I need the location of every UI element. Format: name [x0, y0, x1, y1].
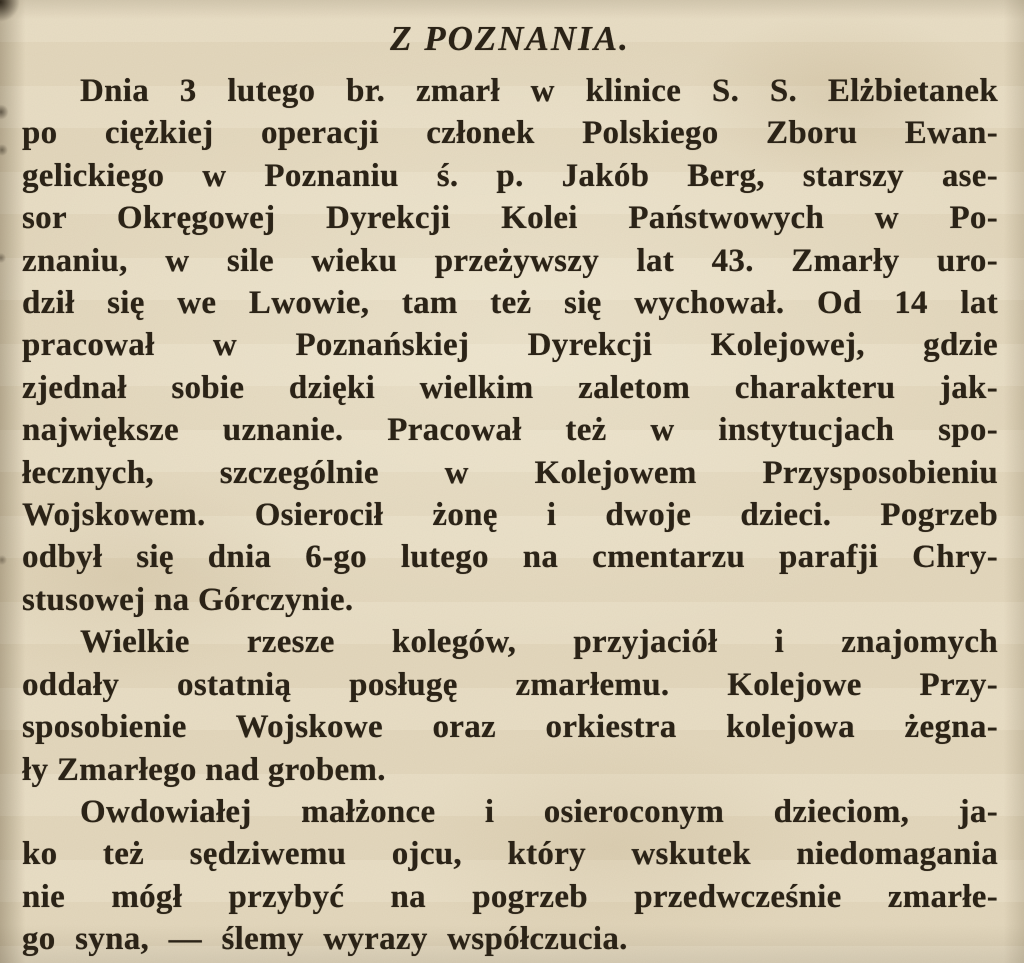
article-title: Z POZNANIA.	[390, 19, 630, 58]
text-line: dził się we Lwowie, tam też się wychował. Od 14 lat	[22, 285, 998, 322]
text-line: odbył się dnia 6-go lutego na cmentarzu parafji Chry-	[22, 539, 998, 576]
text-line: Owdowiałej małżonce i osieroconym dzieciom, ja-	[80, 793, 998, 830]
text-line: sor Okręgowej Dyrekcji Kolei Państwowych w Po-	[22, 200, 998, 237]
text-line: oddały ostatnią posługę zmarłemu. Kolejowe Przy-	[22, 666, 998, 703]
text-line: sposobienie Wojskowe oraz orkiestra kolejowa żegna-	[22, 709, 998, 746]
text-line: pracował w Poznańskiej Dyrekcji Kolejowej, gdzie	[22, 327, 998, 364]
text-line: po ciężkiej operacji członek Polskiego Zboru Ewan-	[22, 115, 998, 152]
text-line: Wojskowem. Osierocił żonę i dwoje dzieci. Pogrzeb	[22, 497, 998, 534]
text-line: stusowej na Górczynie.	[22, 581, 354, 618]
text-line: znaniu, w sile wieku przeżywszy lat 43. Zmarły uro-	[22, 242, 998, 279]
text-line: ko też sędziwemu ojcu, który wskutek niedomagania	[22, 836, 998, 873]
text-line: Wielkie rzesze kolegów, przyjaciół i znajomych	[80, 624, 998, 661]
text-line: Dnia 3 lutego br. zmarł w klinice S. S. Elżbietanek	[80, 73, 998, 109]
text-line: go syna, — ślemy wyrazy współczucia.	[22, 921, 628, 958]
text-line: ły Zmarłego nad grobem.	[22, 751, 386, 788]
text-line: największe uznanie. Pracował też w instytucjach spo-	[22, 412, 998, 449]
text-line: zjednał sobie dzięki wielkim zaletom charakteru jak-	[22, 369, 998, 406]
text-line: gelickiego w Poznaniu ś. p. Jakób Berg, starszy ase-	[22, 157, 998, 194]
text-line: łecznych, szczególnie w Kolejowem Przysposobieniu	[22, 454, 998, 491]
article-body	[22, 70, 998, 961]
text-line: nie mógł przybyć na pogrzeb przedwcześnie zmarłe-	[22, 878, 998, 915]
